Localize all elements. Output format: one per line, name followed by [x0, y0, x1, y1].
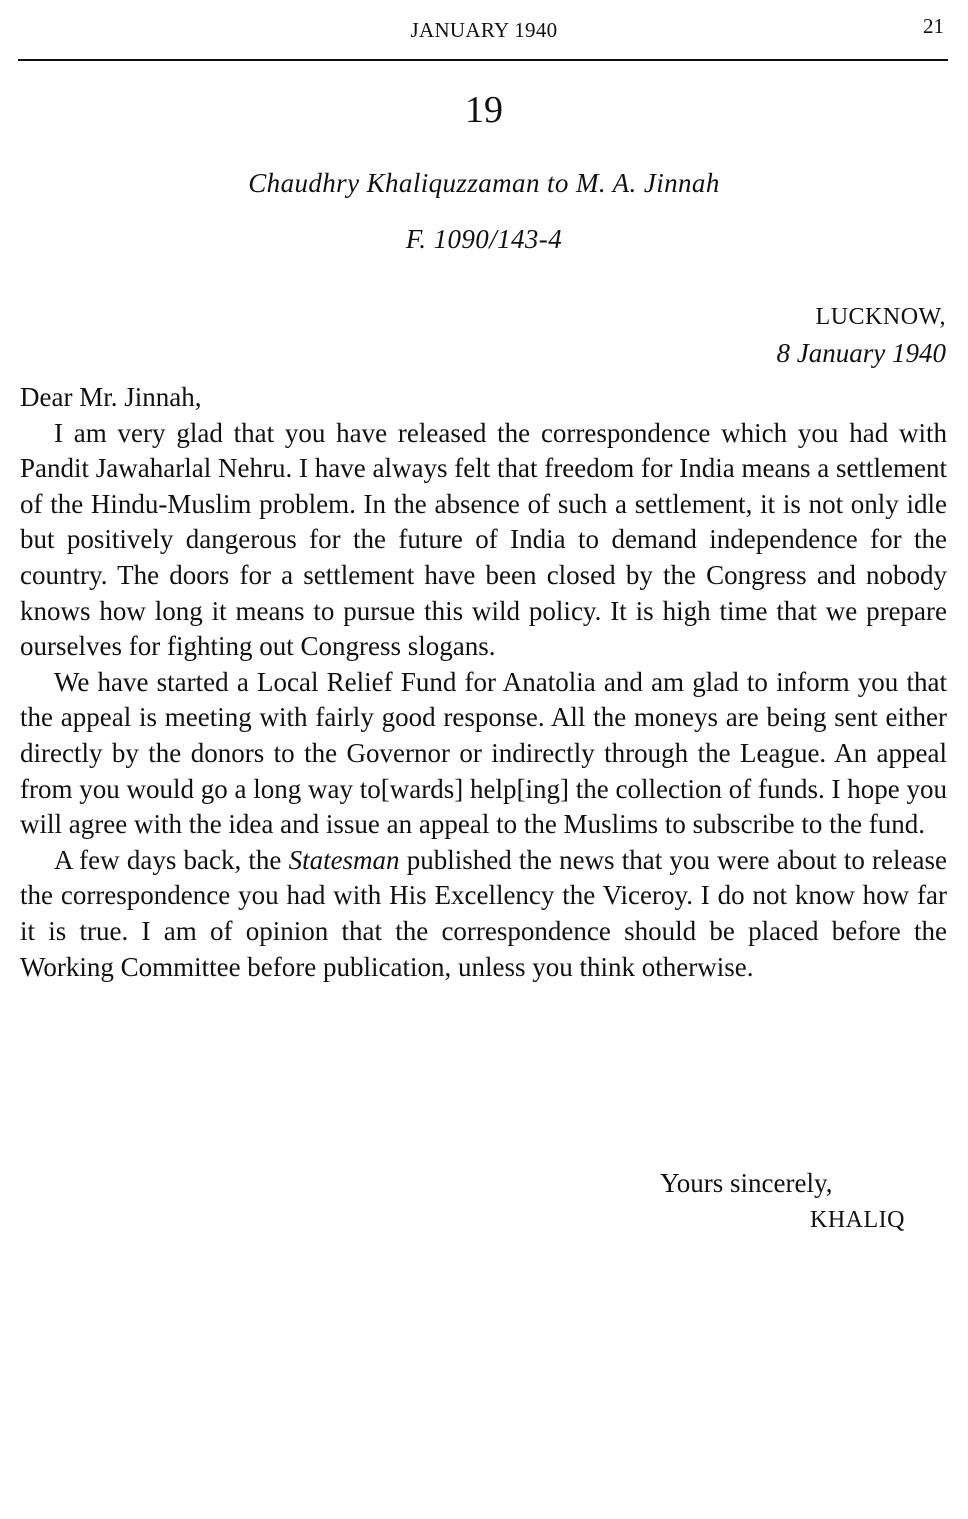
paragraph-3 [20, 843, 947, 985]
document-heading: Chaudhry Khaliquzzaman to M. A. Jinnah [248, 168, 720, 198]
paragraph-2: We have started a Local Relief Fund for Anatolia and am glad to inform you that the appeal is meeting with fairly good response. All the moneys are being sent either directly by the donors to the Governor or indirectly through the League. An appeal from you would go a long way to[wards] help[ing] the collection of funds. I hope you will agree with the idea and issue an appeal to the Muslims to subscribe to the fund. [20, 666, 947, 840]
paragraph-3-end: published the news that you were about to release the correspondence you had with His Excellency the Viceroy. I do not know how far it is true. I am of opinion that the correspondence should be placed before the Working Committee before publication, unless you think otherwise. [20, 844, 947, 982]
running-title: JANUARY 1940 [410, 18, 558, 42]
paragraph-3-start: A few days back, the [54, 844, 289, 875]
paragraph-1: I am very glad that you have released the correspondence which you had with Pandit Jawaharlal Nehru. I have always felt that freedom for India means a settlement of the Hindu-Muslim problem. In the absence of such a settlement, it is not only idle but positively dangerous for the future of India to demand independence for the country. The doors for a settlement have been closed by the Congress and nobody knows how long it means to pursue this wild policy. It is high time that we prepare ourselves for fighting out Congress slogans. [20, 417, 947, 662]
letter-date: 8 January 1940 [776, 338, 946, 368]
salutation: Dear Mr. Jinnah, [20, 382, 202, 412]
document-number: 19 [465, 89, 503, 131]
newspaper-title: Statesman [288, 844, 400, 875]
running-header [0, 14, 968, 44]
page-number: 21 [923, 14, 944, 38]
closing: Yours sincerely, [660, 1168, 833, 1198]
file-reference: F. 1090/143-4 [405, 224, 563, 254]
letter-body [20, 380, 947, 985]
header-rule [18, 59, 948, 61]
signature: KHALIQ [810, 1207, 905, 1233]
letter-place: LUCKNOW, [815, 304, 946, 330]
